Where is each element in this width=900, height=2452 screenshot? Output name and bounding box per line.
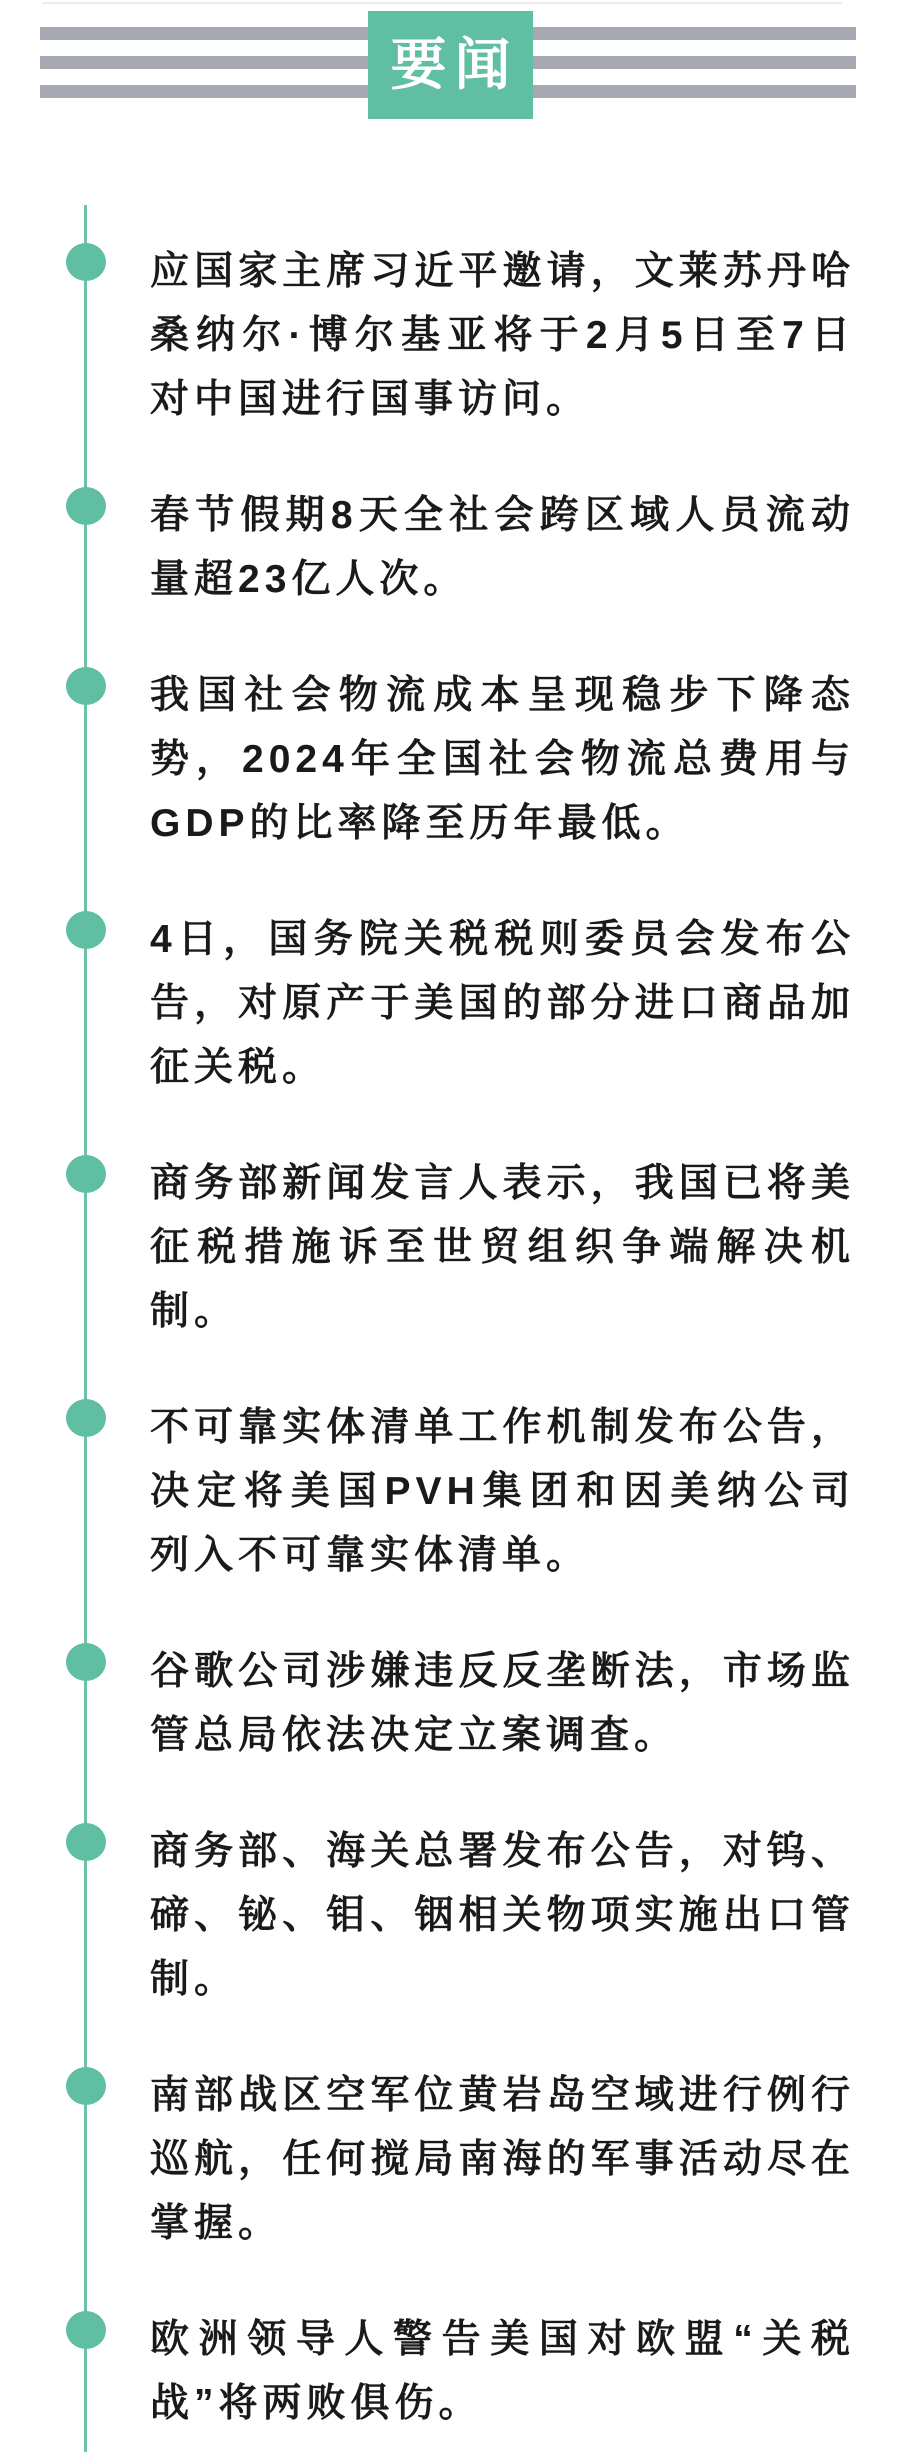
news-item-text: 不可靠实体清单工作机制发布公告，决定将美国PVH集团和因美纳公司列入不可靠实体清单。: [150, 1406, 855, 1577]
section-badge: [368, 11, 533, 119]
bullet-icon: [66, 243, 106, 281]
news-item: [0, 1396, 900, 1588]
news-list: [0, 240, 900, 2436]
news-item-text: 商务部新闻发言人表示，我国已将美征税措施诉至世贸组织争端解决机制。: [150, 1162, 855, 1333]
bullet-icon: [66, 1399, 106, 1437]
bullet-icon: [66, 2311, 106, 2349]
news-item: [0, 1152, 900, 1344]
news-item: [0, 2064, 900, 2256]
news-item: [0, 1640, 900, 1768]
news-item: [0, 240, 900, 432]
news-item-text: 谷歌公司涉嫌违反反垄断法，市场监管总局依法决定立案调查。: [150, 1650, 855, 1757]
bullet-icon: [66, 1643, 106, 1681]
top-divider: [42, 2, 842, 4]
news-item-text: 春节假期8天全社会跨区域人员流动量超23亿人次。: [150, 494, 855, 601]
news-item: [0, 2308, 900, 2436]
bullet-icon: [66, 667, 106, 705]
news-item: [0, 1820, 900, 2012]
section-badge-label: 要闻: [390, 33, 519, 96]
bullet-icon: [66, 911, 106, 949]
bullet-icon: [66, 1823, 106, 1861]
news-item: [0, 908, 900, 1100]
news-item: [0, 484, 900, 612]
bullet-icon: [66, 487, 106, 525]
news-item-text: 欧洲领导人警告美国对欧盟“关税战”将两败俱伤。: [150, 2318, 855, 2425]
news-item-text: 商务部、海关总署发布公告，对钨、碲、铋、钼、铟相关物项实施出口管制。: [150, 1830, 855, 2001]
news-item: [0, 664, 900, 856]
news-item-text: 应国家主席习近平邀请，文莱苏丹哈桑纳尔·博尔基亚将于2月5日至7日对中国进行国事访问。: [150, 250, 855, 421]
news-item-text: 4日，国务院关税税则委员会发布公告，对原产于美国的部分进口商品加征关税。: [150, 918, 855, 1089]
news-item-text: 我国社会物流成本呈现稳步下降态势，2024年全国社会物流总费用与GDP的比率降至历年最低。: [150, 674, 855, 845]
news-item-text: 南部战区空军位黄岩岛空域进行例行巡航，任何搅局南海的军事活动尽在掌握。: [150, 2074, 855, 2245]
bullet-icon: [66, 2067, 106, 2105]
bullet-icon: [66, 1155, 106, 1193]
